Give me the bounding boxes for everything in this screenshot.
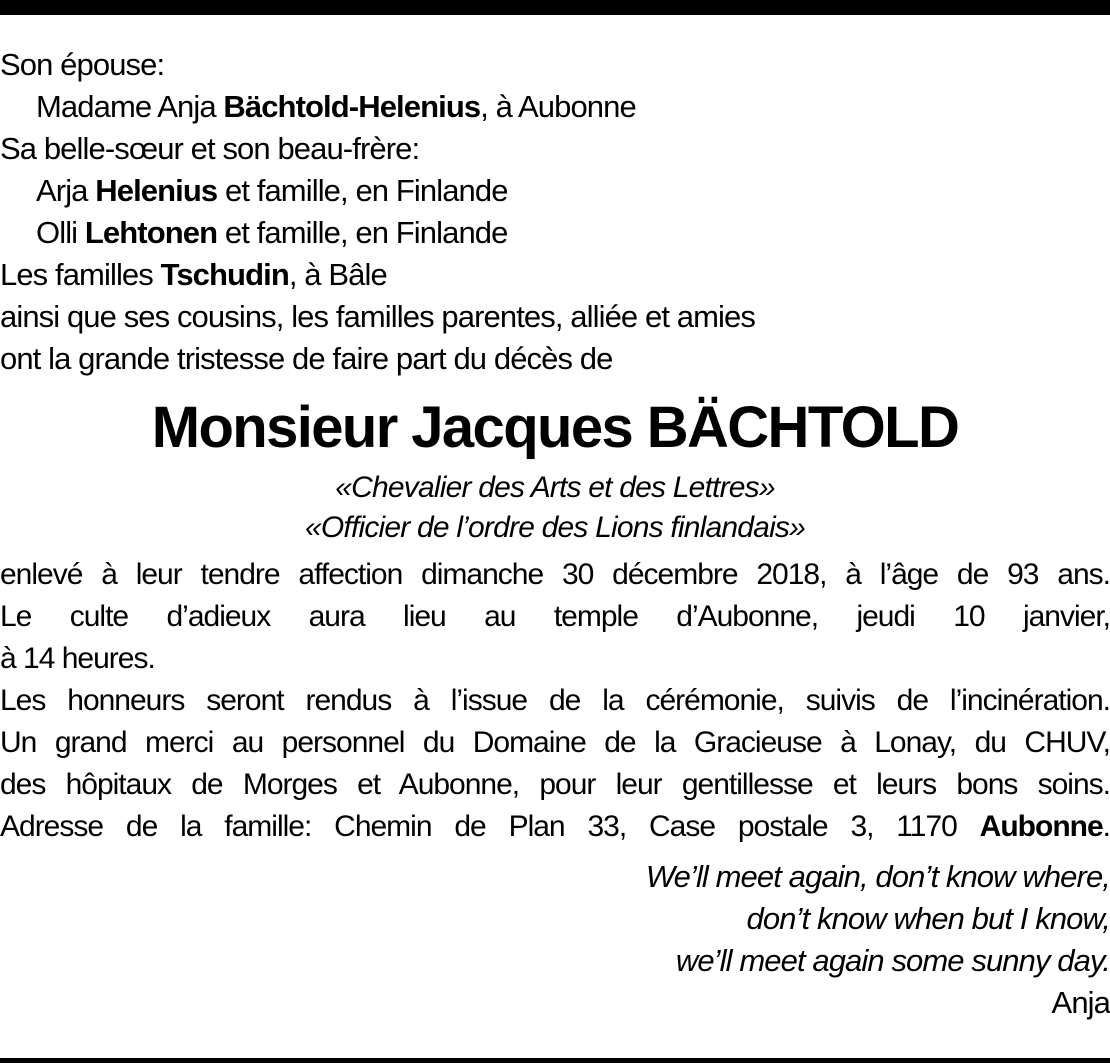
inlaw-2-surname: Lehtonen [84, 215, 218, 250]
families-suffix: , à Bâle [288, 257, 387, 292]
cousins-line: ainsi que ses cousins, les familles parentes, alliée et amies [0, 299, 755, 334]
poem-block [0, 856, 1110, 1024]
inlaw-1-suffix: et famille, en Finlande [217, 173, 508, 208]
details-block [0, 554, 1110, 848]
poem-line-2: don’t know when but I know, [746, 901, 1110, 936]
address-town: Aubonne [979, 810, 1103, 843]
details-line-1: enlevé à leur tendre affection dimanche 30 décembre 2018, à l’âge de 93 ans. [0, 558, 1110, 591]
announcement-line: ont la grande tristesse de faire part du décès de [0, 341, 613, 376]
families-surname: Tschudin [160, 257, 289, 292]
honors-block [0, 468, 1110, 548]
inlaw-2-prefix: Olli [36, 215, 85, 250]
inlaw-2-suffix: et famille, en Finlande [217, 215, 508, 250]
family-address [0, 806, 1110, 848]
inlaw-entry-2 [0, 212, 1110, 254]
spouse-surname: Bächtold-Helenius [223, 89, 481, 124]
top-rule [0, 0, 1110, 15]
bottom-rule [0, 1058, 1110, 1063]
inlaw-1-surname: Helenius [95, 173, 218, 208]
details-line-5: Un grand merci au personnel du Domaine de la Gracieuse à Lonay, du CHUV, [0, 726, 1110, 759]
honor-1: «Chevalier des Arts et des Lettres» [335, 471, 775, 504]
spouse-entry [0, 86, 1110, 128]
inlaws-label: Sa belle-sœur et son beau-frère: [0, 131, 420, 166]
details-line-4: Les honneurs seront rendus à l’issue de la cérémonie, suivis de l’incinération. [0, 684, 1110, 717]
details-line-3: à 14 heures. [0, 642, 155, 675]
spouse-suffix: , à Aubonne [480, 89, 636, 124]
deceased-name: Monsieur Jacques BÄCHTOLD [151, 395, 959, 460]
families-entry [0, 254, 1110, 296]
address-prefix: Adresse de la famille: Chemin de Plan 33, Case postale 3, 1170 [0, 810, 980, 843]
spouse-label: Son épouse: [0, 47, 165, 82]
poem-line-3: we’ll meet again some sunny day. [675, 943, 1110, 978]
address-suffix: . [1102, 810, 1110, 843]
poem-signature: Anja [1051, 985, 1110, 1020]
families-prefix: Les familles [0, 257, 161, 292]
details-line-6: des hôpitaux de Morges et Aubonne, pour leur gentillesse et leurs bons soins. [0, 768, 1110, 801]
spouse-prefix: Madame Anja [36, 89, 224, 124]
inlaw-entry-1 [0, 170, 1110, 212]
obituary-notice [0, 44, 1110, 1024]
inlaw-1-prefix: Arja [36, 173, 96, 208]
honor-2: «Officier de l’ordre des Lions finlandais» [304, 511, 806, 544]
poem-line-1: We’ll meet again, don’t know where, [645, 859, 1110, 894]
details-line-2: Le culte d’adieux aura lieu au temple d’Aubonne, jeudi 10 janvier, [0, 600, 1110, 633]
